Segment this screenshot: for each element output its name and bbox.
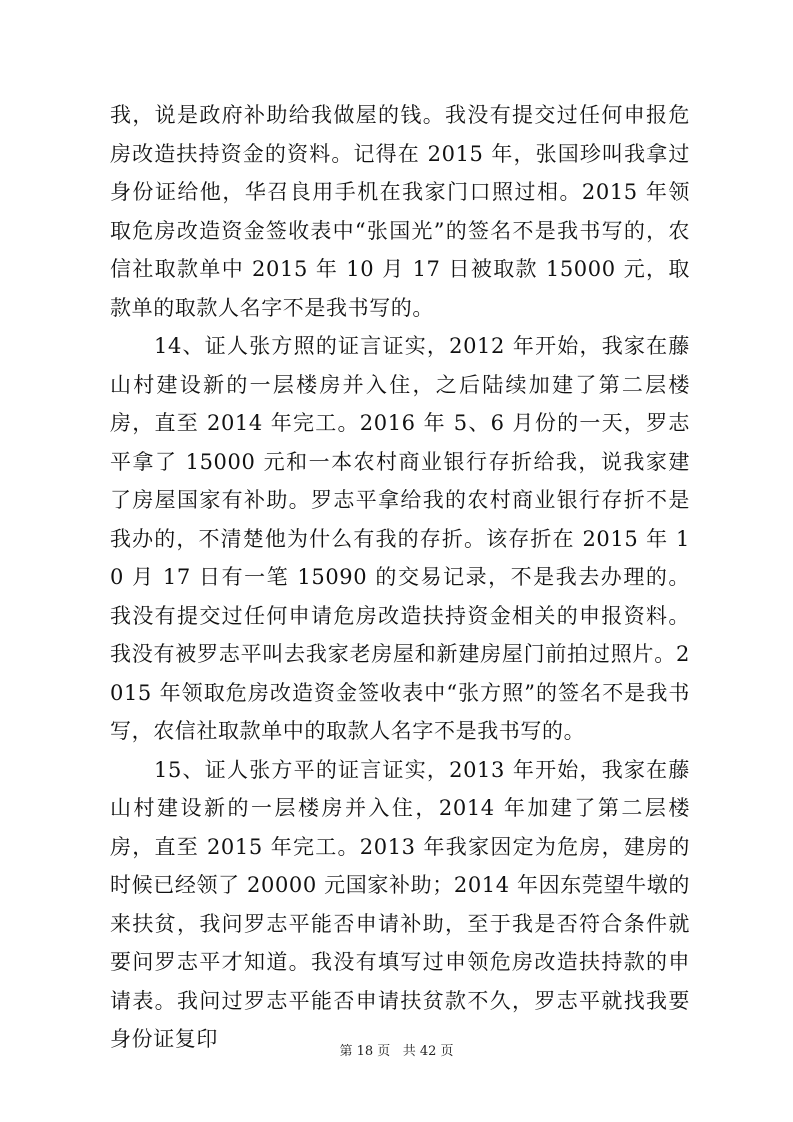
document-body (110, 96, 690, 1059)
paragraph-continuation: 我，说是政府补助给我做屋的钱。我没有提交过任何申报危房改造扶持资金的资料。记得在 2015 年，张国珍叫我拿过身份证给他，华召良用手机在我家门口照过相。2015 年领取危房改造资金签收表中“张国光”的签名不是我书写的，农信社取款单中 2015 年 10 月 17 日被取款 15000 元，取款单的取款人名字不是我书写的。 (110, 103, 690, 320)
page-footer (0, 1040, 793, 1059)
paragraph-witness-14: 14、证人张方照的证言证实，2012 年开始，我家在藤山村建设新的一层楼房并入住，之后陆续加建了第二层楼房，直至 2014 年完工。2016 年 5、6 月份的一天，罗志平拿了 15000 元和一本农村商业银行存折给我，说我家建了房屋国家有补助。罗志平拿给我的农村商业银行存折不是我办的，不清楚他为什么有我的存折。该存折在 2015 年 10 月 17 日有一笔 15090 的交易记录，不是我去办理的。我没有提交过任何申请危房改造扶持资金相关的申报资料。我没有被罗志平叫去我家老房屋和新建房屋门前拍过照片。2015 年领取危房改造资金签收表中“张方照”的签名不是我书写，农信社取款单中的取款人名字不是我书写的。 (110, 334, 690, 743)
page-number: 第 18 页 (339, 1044, 391, 1059)
paragraph-witness-15: 15、证人张方平的证言证实，2013 年开始，我家在藤山村建设新的一层楼房并入住，2014 年加建了第二层楼房，直至 2015 年完工。2013 年我家因定为危房，建房的时候已经领了 20000 元国家补助；2014 年因东莞望牛墩的来扶贫，我问罗志平能否申请补助，至于我是否符合条件就要问罗志平才知道。我没有填写过申领危房改造扶持款的申请表。我问过罗志平能否申请扶贫款不久，罗志平就找我要身份证复印 (110, 757, 690, 1051)
page-total: 共 42 页 (402, 1044, 454, 1059)
